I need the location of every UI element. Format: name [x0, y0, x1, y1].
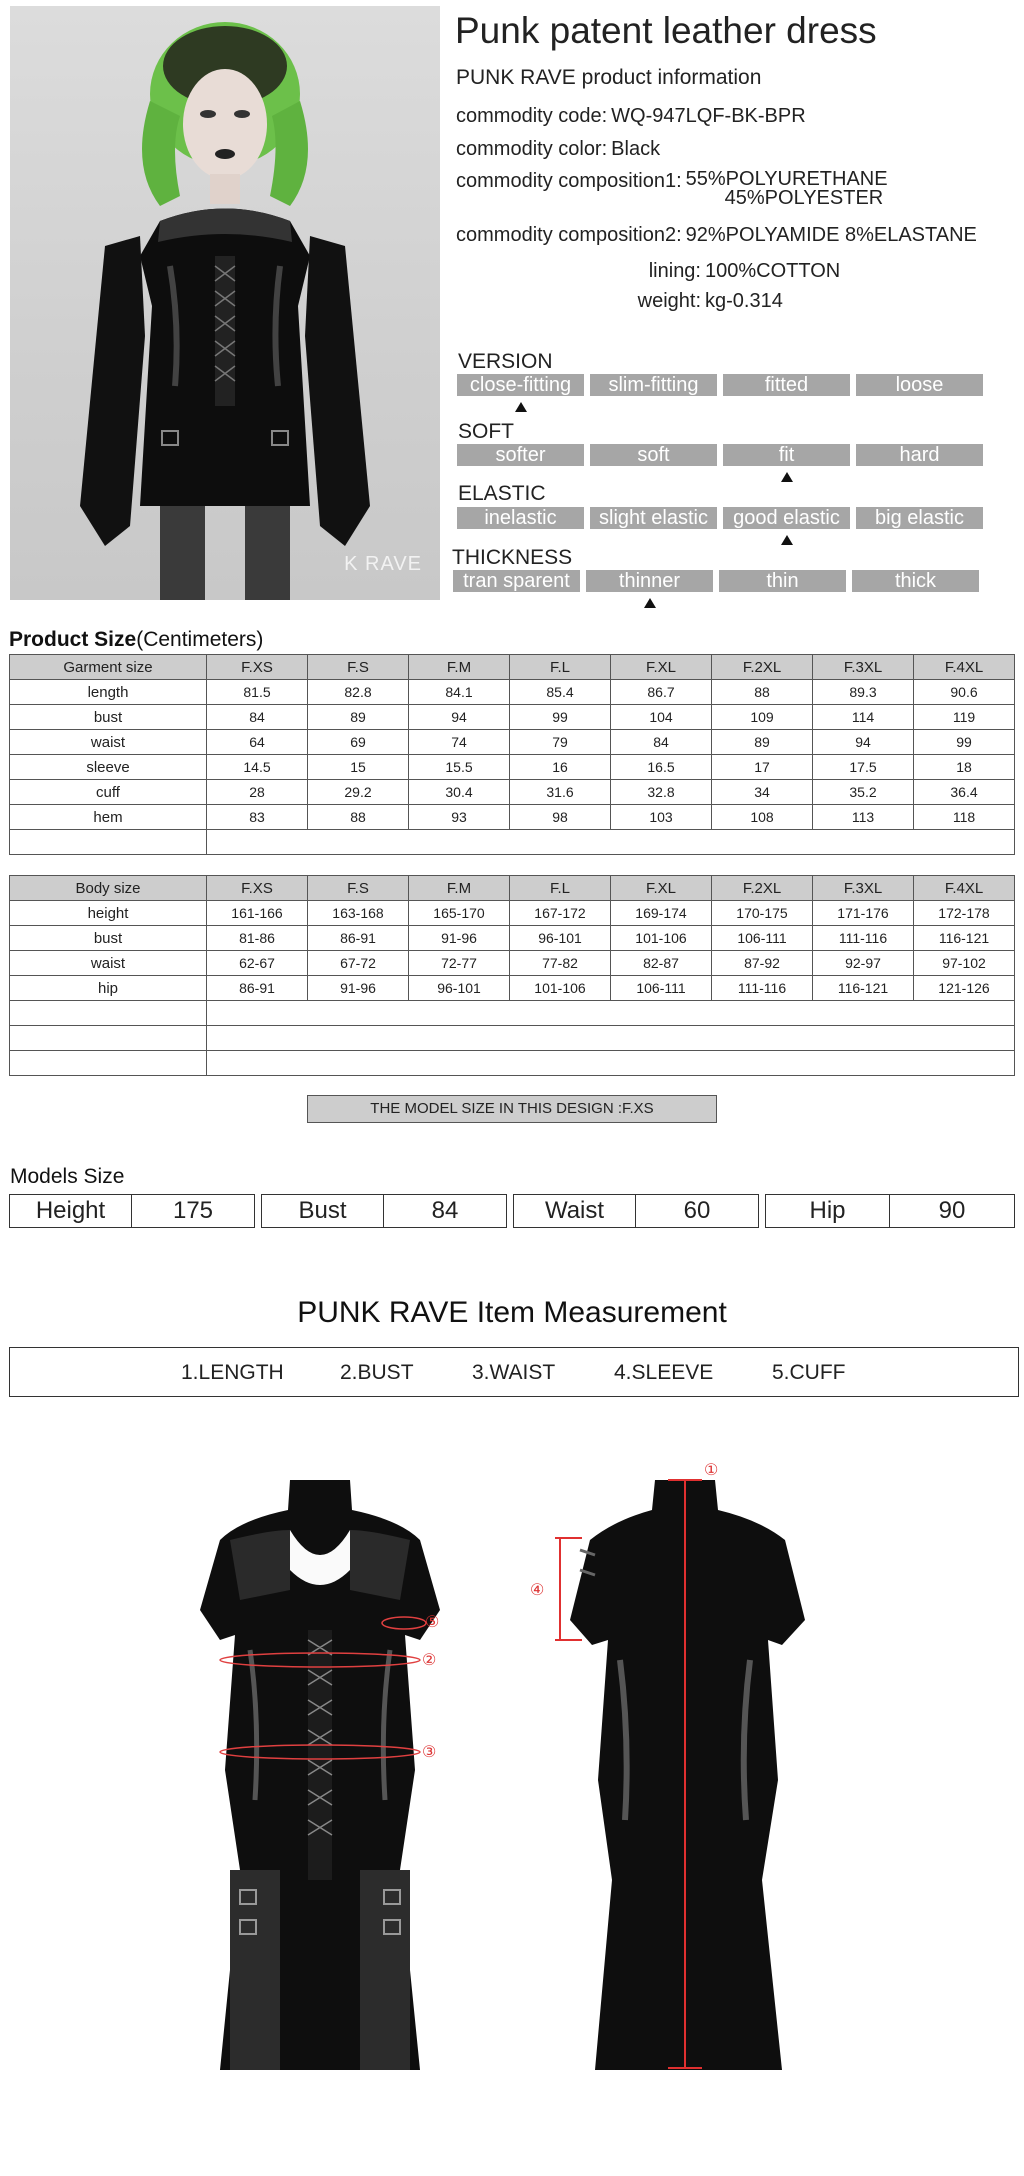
table-cell: 106-111 [611, 976, 712, 1001]
table-cell: 93 [409, 805, 510, 830]
table-header-row [10, 876, 1015, 901]
table-row [10, 926, 1015, 951]
table-row [10, 951, 1015, 976]
table-cell: 167-172 [510, 901, 611, 926]
model-height: Height 175 [9, 1194, 255, 1228]
table-cell: 163-168 [308, 901, 409, 926]
brand-info: PUNK RAVE product information [456, 66, 762, 89]
table-cell [207, 1026, 1015, 1051]
rating-option: good elastic [723, 507, 850, 529]
models-size-title: Models Size [10, 1165, 125, 1188]
row-label: cuff [10, 780, 207, 805]
table-cell: 83 [207, 805, 308, 830]
table-cell: 89.3 [813, 680, 914, 705]
model-bust: Bust 84 [261, 1194, 507, 1228]
table-row [10, 705, 1015, 730]
table-cell: F.XS [207, 876, 308, 901]
marker-1-label: ① [704, 1462, 719, 1479]
table-cell: 86-91 [207, 976, 308, 1001]
rating-option: softer [457, 444, 584, 466]
table-cell: 77-82 [510, 951, 611, 976]
table-row [10, 976, 1015, 1001]
table-cell: 116-121 [914, 926, 1015, 951]
table-cell: 72-77 [409, 951, 510, 976]
table-cell: 104 [611, 705, 712, 730]
table-cell: 79 [510, 730, 611, 755]
marker-3-label: ③ [422, 1744, 437, 1761]
table-cell: 87-92 [712, 951, 813, 976]
row-label [10, 830, 207, 855]
measurement-item: 1.LENGTH [181, 1361, 284, 1384]
table-cell: 64 [207, 730, 308, 755]
rating-option: thin [719, 570, 846, 592]
product-photo [10, 6, 440, 600]
row-label: height [10, 901, 207, 926]
spec-composition1: commodity composition1: 55%POLYURETHANE 45%POLYESTER [456, 168, 888, 209]
model-hip: Hip 90 [765, 1194, 1015, 1228]
row-label: length [10, 680, 207, 705]
table-cell: 89 [308, 705, 409, 730]
table-cell: 30.4 [409, 780, 510, 805]
selected-marker-icon [515, 402, 527, 412]
table-row [10, 755, 1015, 780]
table-cell: 99 [914, 730, 1015, 755]
table-cell: 118 [914, 805, 1015, 830]
table-cell: 85.4 [510, 680, 611, 705]
table-cell: 16.5 [611, 755, 712, 780]
measurement-item: 5.CUFF [772, 1361, 846, 1384]
table-cell: 84 [207, 705, 308, 730]
table-cell: 116-121 [813, 976, 914, 1001]
rating-title-soft: SOFT [458, 420, 514, 443]
row-label: waist [10, 730, 207, 755]
table-cell [207, 1001, 1015, 1026]
table-cell: 34 [712, 780, 813, 805]
rating-title-version: VERSION [458, 350, 553, 373]
table-cell [207, 830, 1015, 855]
rating-option: fit [723, 444, 850, 466]
table-cell: 109 [712, 705, 813, 730]
product-size-title: Product Size(Centimeters) [9, 628, 264, 651]
table-cell: F.3XL [813, 876, 914, 901]
table-cell: 28 [207, 780, 308, 805]
rating-row-version [457, 374, 989, 396]
spec-commodity-code: commodity code: WQ-947LQF-BK-BPR [456, 105, 806, 127]
model-size-note: THE MODEL SIZE IN THIS DESIGN :F.XS [307, 1095, 717, 1123]
table-cell: 94 [409, 705, 510, 730]
rating-row-thickness [453, 570, 985, 592]
table-cell: 29.2 [308, 780, 409, 805]
table-cell: 101-106 [510, 976, 611, 1001]
dress-back-icon [520, 1460, 820, 2080]
marker-5-label: ⑤ [425, 1614, 440, 1631]
table-cell: 98 [510, 805, 611, 830]
table-cell: 103 [611, 805, 712, 830]
table-cell: 15.5 [409, 755, 510, 780]
table-cell: 16 [510, 755, 611, 780]
rating-option: close-fitting [457, 374, 584, 396]
rating-title-thickness: THICKNESS [452, 546, 573, 569]
table-cell: 18 [914, 755, 1015, 780]
table-cell: 111-116 [813, 926, 914, 951]
table-row [10, 730, 1015, 755]
table-cell: 94 [813, 730, 914, 755]
table-row [10, 780, 1015, 805]
table-cell: F.XS [207, 655, 308, 680]
table-row [10, 680, 1015, 705]
rating-option: fitted [723, 374, 850, 396]
table-cell: 111-116 [712, 976, 813, 1001]
spec-weight: weight: kg-0.314 [637, 290, 783, 312]
table-cell: 171-176 [813, 901, 914, 926]
table-cell: 86.7 [611, 680, 712, 705]
table-cell: F.M [409, 655, 510, 680]
watermark: K RAVE [344, 553, 422, 575]
row-label [10, 1026, 207, 1051]
spec-commodity-color: commodity color: Black [456, 138, 661, 160]
marker-4-label: ④ [530, 1582, 545, 1599]
table-cell: F.L [510, 655, 611, 680]
table-cell: 119 [914, 705, 1015, 730]
table-cell: F.M [409, 876, 510, 901]
body-size-table [9, 875, 1015, 1076]
marker-2-label: ② [422, 1652, 437, 1669]
table-cell: 161-166 [207, 901, 308, 926]
measurement-title: PUNK RAVE Item Measurement [297, 1296, 727, 1329]
table-cell: 121-126 [914, 976, 1015, 1001]
table-cell: 88 [712, 680, 813, 705]
row-label: sleeve [10, 755, 207, 780]
rating-option: slim-fitting [590, 374, 717, 396]
table-cell: 172-178 [914, 901, 1015, 926]
table-cell: 69 [308, 730, 409, 755]
table-cell: 96-101 [510, 926, 611, 951]
model-illustration [10, 6, 440, 600]
table-cell: F.2XL [712, 876, 813, 901]
table-cell: 36.4 [914, 780, 1015, 805]
row-label: hem [10, 805, 207, 830]
rating-option: slight elastic [590, 507, 717, 529]
table-cell: 106-111 [712, 926, 813, 951]
table-cell: 96-101 [409, 976, 510, 1001]
table-cell: 170-175 [712, 901, 813, 926]
product-title: Punk patent leather dress [455, 10, 877, 51]
rating-option: hard [856, 444, 983, 466]
rating-option: big elastic [856, 507, 983, 529]
table-cell: 84.1 [409, 680, 510, 705]
table-cell: 81.5 [207, 680, 308, 705]
row-label [10, 1051, 207, 1076]
rating-option: inelastic [457, 507, 584, 529]
table-cell: 92-97 [813, 951, 914, 976]
table-cell [207, 1051, 1015, 1076]
model-waist: Waist 60 [513, 1194, 759, 1228]
table-row-empty [10, 830, 1015, 855]
table-row [10, 901, 1015, 926]
row-label: bust [10, 705, 207, 730]
table-header-row [10, 655, 1015, 680]
table-cell: 169-174 [611, 901, 712, 926]
table-cell: 89 [712, 730, 813, 755]
table-cell: F.S [308, 655, 409, 680]
table-cell: F.3XL [813, 655, 914, 680]
table-cell: F.S [308, 876, 409, 901]
table-cell: 82.8 [308, 680, 409, 705]
rating-option: soft [590, 444, 717, 466]
table-cell: 86-91 [308, 926, 409, 951]
table-cell: 88 [308, 805, 409, 830]
table-cell: 62-67 [207, 951, 308, 976]
table-cell: 113 [813, 805, 914, 830]
table-row-empty [10, 1026, 1015, 1051]
table-cell: 81-86 [207, 926, 308, 951]
table-cell: F.XL [611, 655, 712, 680]
rating-option: loose [856, 374, 983, 396]
selected-marker-icon [781, 472, 793, 482]
table-cell: 165-170 [409, 901, 510, 926]
table-cell: 82-87 [611, 951, 712, 976]
table-cell: 108 [712, 805, 813, 830]
garment-size-table [9, 654, 1015, 855]
selected-marker-icon [781, 535, 793, 545]
table-cell: 15 [308, 755, 409, 780]
table-cell: 90.6 [914, 680, 1015, 705]
dress-front-diagram [170, 1470, 470, 2080]
table-cell: 97-102 [914, 951, 1015, 976]
spec-composition2: commodity composition2: 92%POLYAMIDE 8%ELASTANE [456, 224, 977, 246]
measurement-legend [9, 1347, 1019, 1397]
table-cell: 101-106 [611, 926, 712, 951]
table-cell: 99 [510, 705, 611, 730]
selected-marker-icon [644, 598, 656, 608]
table-cell: 91-96 [308, 976, 409, 1001]
table-cell: 114 [813, 705, 914, 730]
table-cell: 74 [409, 730, 510, 755]
table-cell: 67-72 [308, 951, 409, 976]
row-label: hip [10, 976, 207, 1001]
rating-option: thick [852, 570, 979, 592]
row-label: waist [10, 951, 207, 976]
rating-option: tran sparent [453, 570, 580, 592]
table-cell: F.XL [611, 876, 712, 901]
table-cell: 17.5 [813, 755, 914, 780]
row-label [10, 1001, 207, 1026]
table-row-empty [10, 1051, 1015, 1076]
table-cell: 17 [712, 755, 813, 780]
table-cell: F.L [510, 876, 611, 901]
table-cell: F.4XL [914, 876, 1015, 901]
table-row [10, 805, 1015, 830]
table-cell: 14.5 [207, 755, 308, 780]
measurement-item: 2.BUST [340, 1361, 414, 1384]
rating-option: thinner [586, 570, 713, 592]
measurement-item: 3.WAIST [472, 1361, 556, 1384]
spec-lining: lining: 100%COTTON [648, 260, 841, 282]
table-cell: 31.6 [510, 780, 611, 805]
table-cell: 35.2 [813, 780, 914, 805]
table-cell: F.4XL [914, 655, 1015, 680]
dress-back-diagram [520, 1460, 820, 2080]
dress-front-icon [170, 1470, 470, 2080]
table-cell: F.2XL [712, 655, 813, 680]
table-cell: 32.8 [611, 780, 712, 805]
row-label: bust [10, 926, 207, 951]
row-label: Garment size [10, 655, 207, 680]
rating-row-elastic [457, 507, 989, 529]
rating-title-elastic: ELASTIC [458, 482, 546, 505]
rating-row-soft [457, 444, 989, 466]
table-row-empty [10, 1001, 1015, 1026]
row-label: Body size [10, 876, 207, 901]
measurement-item: 4.SLEEVE [614, 1361, 714, 1384]
table-cell: 91-96 [409, 926, 510, 951]
table-cell: 84 [611, 730, 712, 755]
